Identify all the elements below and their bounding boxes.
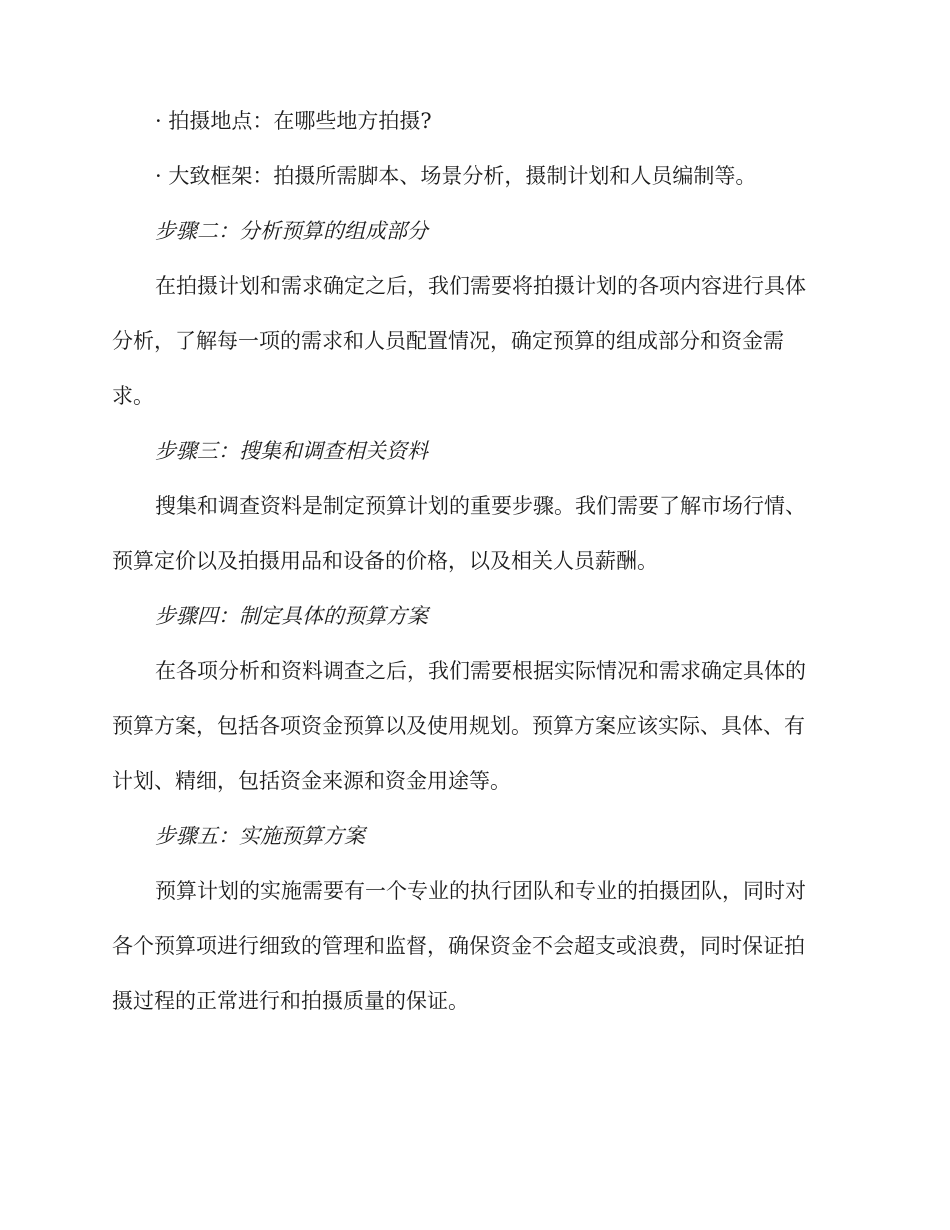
paragraph-line: 预算计划的实施需要有一个专业的执行团队和专业的拍摄团队，同时对 <box>155 879 806 903</box>
bullet-item-framework: · 大致框架：拍摄所需脚本、场景分析，摄制计划和人员编制等。 <box>155 164 757 188</box>
paragraph-line: 分析，了解每一项的需求和人员配置情况，确定预算的组成部分和资金需 <box>112 329 784 353</box>
section-paragraph-step-2 <box>112 273 832 410</box>
paragraph-line: 搜集和调查资料是制定预算计划的重要步骤。我们需要了解市场行情、 <box>155 494 806 518</box>
paragraph-line: 预算定价以及拍摄用品和设备的价格，以及相关人员薪酬。 <box>112 549 658 573</box>
paragraph-line: 求。 <box>112 384 154 408</box>
paragraph-line: 摄过程的正常进行和拍摄质量的保证。 <box>112 989 469 1013</box>
paragraph-line: 在拍摄计划和需求确定之后，我们需要将拍摄计划的各项内容进行具体 <box>155 274 806 298</box>
paragraph-line: 预算方案，包括各项资金预算以及使用规划。预算方案应该实际、具体、有 <box>112 714 805 738</box>
document-body <box>112 108 832 1015</box>
section-heading-step-2: 步骤二：分析预算的组成部分 <box>155 219 428 243</box>
section-paragraph-step-3 <box>112 493 832 575</box>
section-heading-step-5: 步骤五：实施预算方案 <box>155 824 365 848</box>
paragraph-line: 在各项分析和资料调查之后，我们需要根据实际情况和需求确定具体的 <box>155 659 806 683</box>
section-heading-step-4: 步骤四：制定具体的预算方案 <box>155 604 428 628</box>
paragraph-line: 各个预算项进行细致的管理和监督，确保资金不会超支或浪费，同时保证拍 <box>112 934 805 958</box>
section-heading-step-3: 步骤三：搜集和调查相关资料 <box>155 439 428 463</box>
section-paragraph-step-5 <box>112 878 832 1015</box>
paragraph-line: 计划、精细，包括资金来源和资金用途等。 <box>112 769 511 793</box>
bullet-item-location: · 拍摄地点：在哪些地方拍摄? <box>155 109 432 133</box>
section-paragraph-step-4 <box>112 658 832 795</box>
